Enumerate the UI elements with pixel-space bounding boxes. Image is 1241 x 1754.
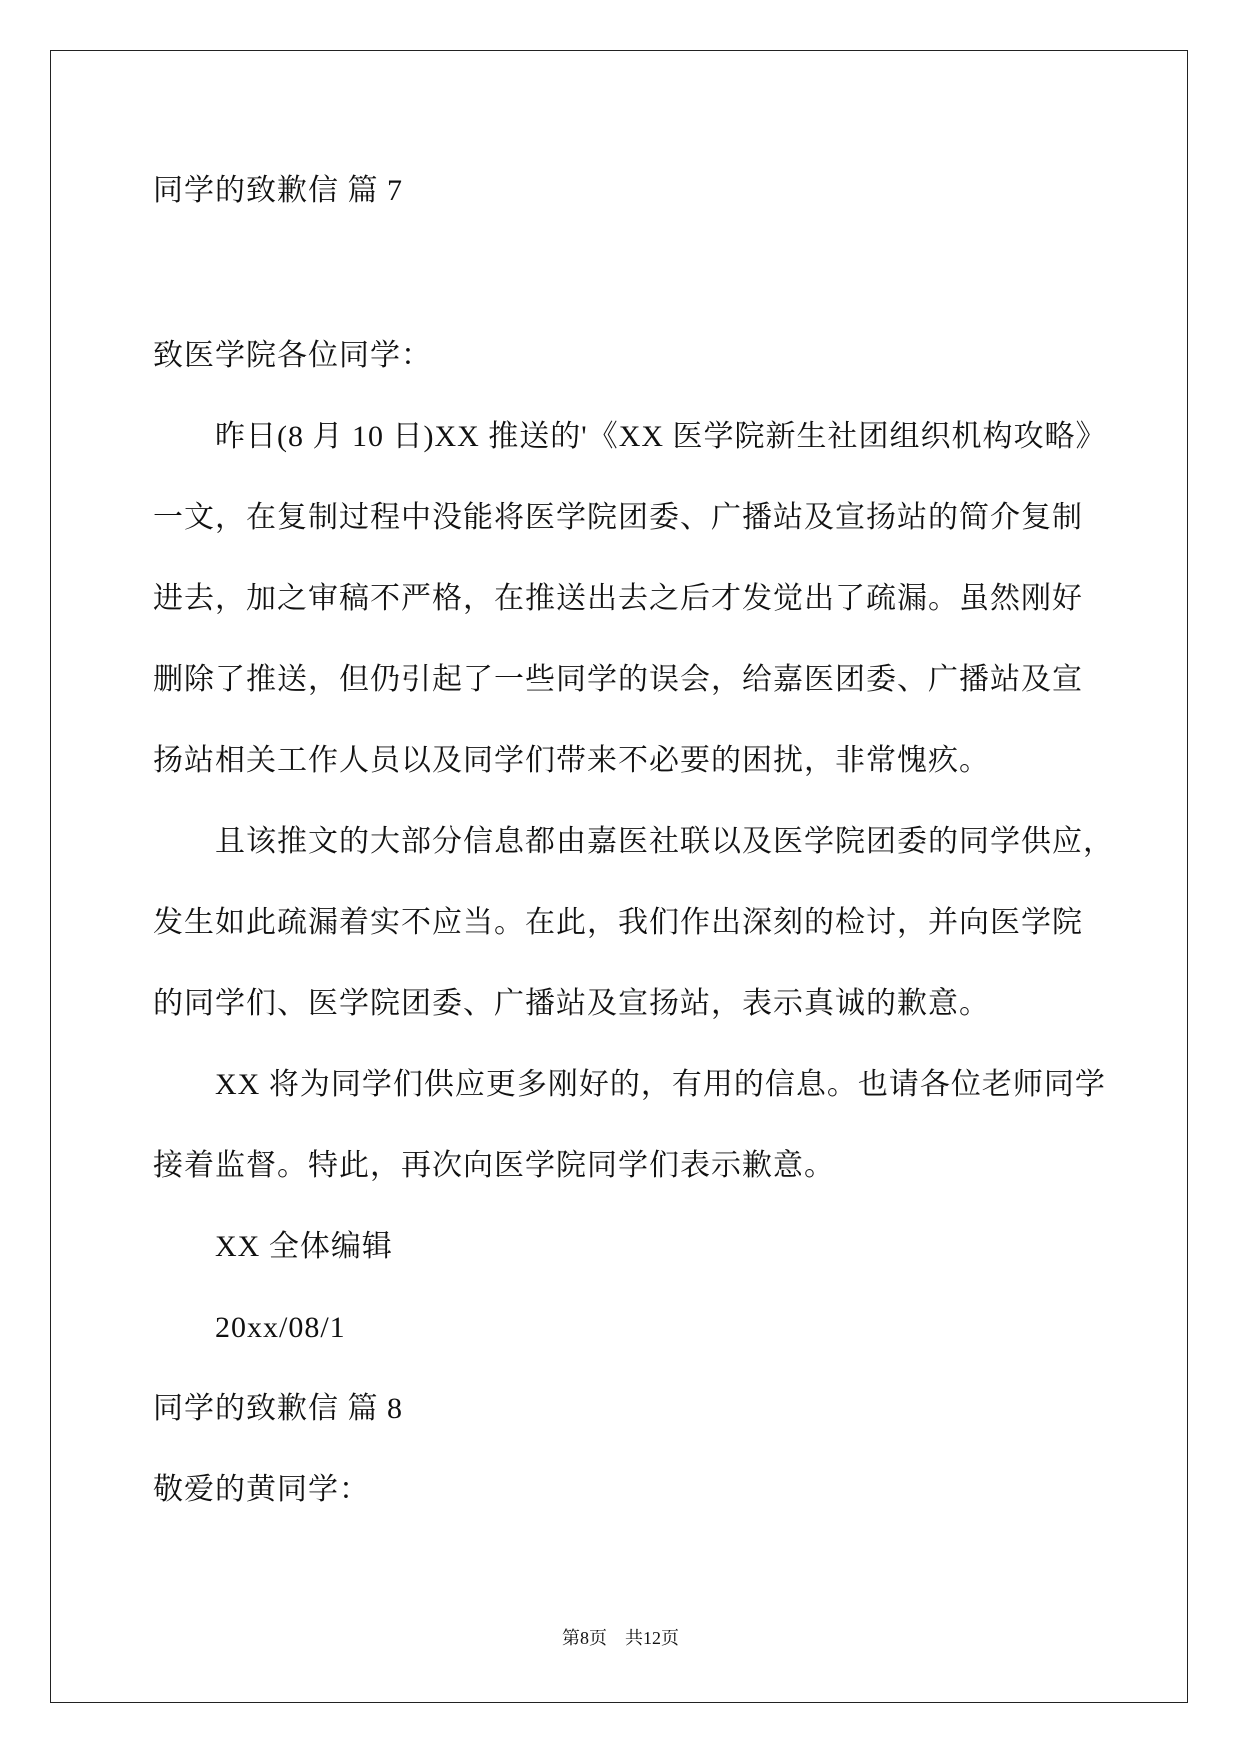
section-title: 同学的致歉信 篇 8: [153, 1392, 403, 1425]
paragraph-line: 一文，在复制过程中没能将医学院团委、广播站及宣扬站的简介复制: [153, 501, 1083, 534]
paragraph-line: 删除了推送，但仍引起了一些同学的误会，给嘉医团委、广播站及宣: [153, 663, 1083, 696]
page-number: 第8页: [562, 1628, 607, 1648]
salutation: 致医学院各位同学：: [153, 339, 432, 372]
section-title: 同学的致歉信 篇 7: [153, 174, 403, 207]
section-1-heading: [153, 150, 1133, 231]
signature: XX 全体编辑: [215, 1230, 393, 1263]
paragraph-3: [153, 1044, 1133, 1206]
page-total: 共12页: [625, 1628, 679, 1648]
paragraph-line: 扬站相关工作人员以及同学们带来不必要的困扰，非常愧疚。: [153, 744, 990, 777]
paragraph-1: [153, 396, 1133, 801]
paragraph-line: 进去，加之审稿不严格，在推送出去之后才发觉出了疏漏。虽然刚好: [153, 582, 1083, 615]
salutation: 敬爱的黄同学：: [153, 1473, 370, 1506]
letter-body: [153, 315, 1133, 1530]
page-footer: [0, 1626, 1241, 1650]
paragraph-line: XX 将为同学们供应更多刚好的，有用的信息。也请各位老师同学: [215, 1068, 1106, 1101]
paragraph-line: 昨日(8 月 10 日)XX 推送的'《XX 医学院新生社团组织机构攻略》: [215, 420, 1107, 453]
date: 20xx/08/1: [215, 1311, 346, 1344]
paragraph-line: 接着监督。特此，再次向医学院同学们表示歉意。: [153, 1149, 835, 1182]
paragraph-2: [153, 801, 1133, 1044]
paragraph-line: 发生如此疏漏着实不应当。在此，我们作出深刻的检讨，并向医学院: [153, 906, 1083, 939]
paragraph-line: 且该推文的大部分信息都由嘉医社联以及医学院团委的同学供应，: [215, 825, 1114, 858]
paragraph-line: 的同学们、医学院团委、广播站及宣扬站，表示真诚的歉意。: [153, 987, 990, 1020]
